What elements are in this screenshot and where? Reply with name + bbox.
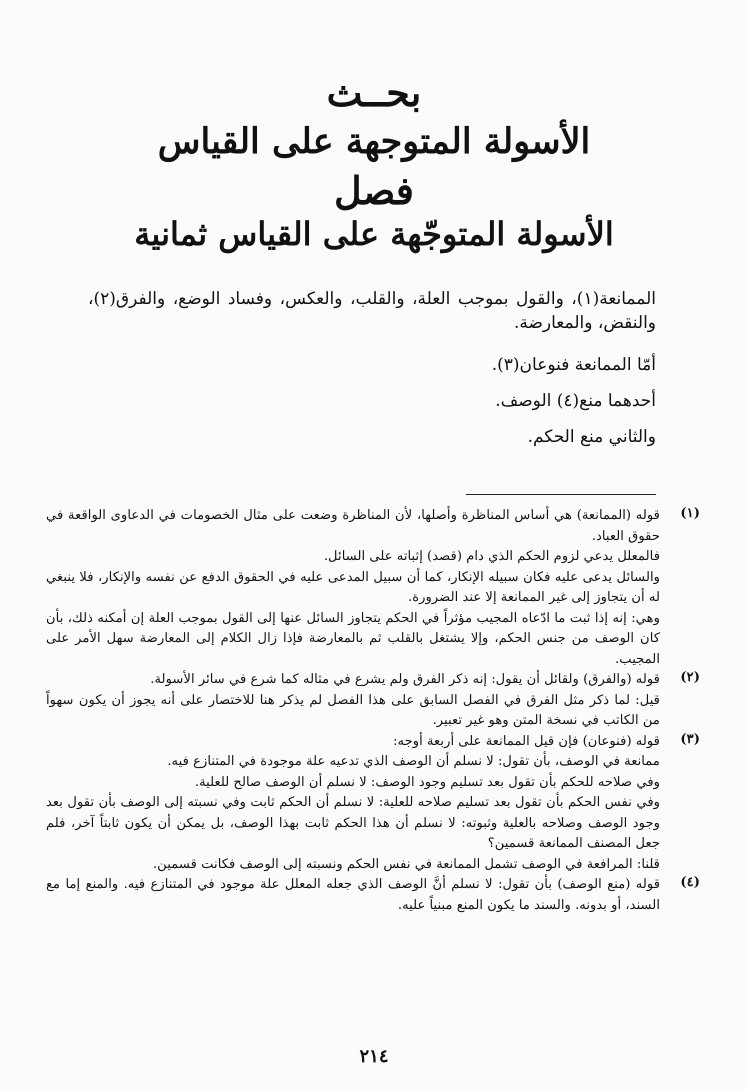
footnote-line: ممانعة في الوصف، بأن تقول: لا نسلم أن الوصف الذي تدعيه علة موجودة في المتنازع فيه.	[167, 754, 660, 769]
footnote-line: قوله (الممانعة) هي أساس المناظرة وأصلها، لأن المناظرة وضعت على مثال الخصومات في الدعاوى الواقعة في حقوق العباد.	[46, 508, 660, 544]
headings-block	[0, 70, 748, 268]
footnote-line: وفي نفس الحكم بأن تقول بعد تسليم صلاحه للعلية: لا نسلم أن الحكم ثابت وفي نسبته إلى الوصف بأن تقول بعد وجود الوصف وصلاحه بالعلية وثبوته: لا نسلم أن هذا الحكم ثابت بهذا الوصف، بل يمكن أن يكون ثابتاً آخر، فلم جعل المصنف الممانعة قسمين؟	[46, 795, 660, 851]
footnote-number: (٤)	[680, 875, 700, 890]
footnote-1	[46, 506, 700, 670]
footnote-line: قوله (منع الوصف) بأن تقول: لا نسلم أنَّ الوصف الذي جعله المعلل علة موجود في المتنازع فيه. والمنع إما مع السند، أو بدونه. والسند ما يكون المنع مبنياً عليه.	[46, 877, 660, 913]
body-paragraph-1: الممانعة(١)، والقول بموجب العلة، والقلب، والعكس، وفساد الوضع، والفرق(٢)، والنقض، والمعارضة.	[88, 289, 656, 333]
footnotes-block	[46, 506, 700, 916]
body-paragraph-2: أمّا الممانعة فنوعان(٣).	[491, 355, 656, 375]
footnote-line: فالمعلل يدعي لزوم الحكم الذي دام (قصد) إثباته على السائل.	[323, 549, 660, 564]
section-title: الأسولة المتوجهة على القياس	[157, 121, 591, 162]
footnote-number: (٣)	[680, 731, 700, 747]
footnote-line: قوله (فنوعان) فإن قيل الممانعة على أربعة أوجه:	[393, 733, 660, 749]
footnote-separator	[466, 494, 656, 495]
footnote-line: قيل: لما ذكر مثل الفرق في الفصل السابق على هذا الفصل لم يذكر هنا للاختصار على أنه يجوز أن يكون سهواً من الكاتب في نسخة المتن وهو غير تعبير.	[46, 692, 660, 728]
footnote-line: وهي: إنه إذا ثبت ما ادّعاه المجيب مؤثراً في الحكم يتجاوز السائل عنها إلى القول بموجب العلة إن أمكنه ذلك، بأن كان الوصف من جنس الحكم، وإلا يشتغل بالقلب ثم بالمعارضة فإذا زال الكلام إلى المعارضة سهل الأمر على المجيب.	[46, 610, 660, 667]
footnote-line: قوله (والفرق) ولقائل أن يقول: إنه ذكر الفرق ولم يشرع في مثاله كما شرع في سائر الأسولة.	[150, 672, 660, 687]
footnote-2	[46, 670, 700, 732]
footnote-number: (٢)	[680, 670, 700, 685]
body-paragraph-3: أحدهما منع(٤) الوصف.	[495, 391, 656, 411]
footnote-number: (١)	[680, 506, 700, 521]
footnote-4	[46, 875, 700, 916]
footnote-line: وفي صلاحه للحكم بأن تقول بعد تسليم وجود الوصف: لا نسلم أن الوصف صالح للعلية.	[194, 774, 660, 790]
section-heading-bahth: بحــث	[326, 70, 422, 115]
page-number: ٢١٤	[359, 1046, 389, 1067]
chapter-heading-fasl: فصل	[334, 168, 414, 213]
chapter-title: الأسولة المتوجّهة على القياس ثمانية	[134, 215, 614, 253]
body-paragraph-4: والثاني منع الحكم.	[527, 427, 656, 447]
footnote-3	[46, 732, 700, 876]
footnote-line: قلنا: المرافعة في الوصف تشمل الممانعة في نفس الحكم ونسبته إلى الوصف فكانت قسمين.	[152, 856, 660, 872]
footnote-line: والسائل يدعى عليه فكان سبيله الإنكار، كما أن سبيل المدعى عليه في الحقوق الدفع عن نفسه والإنكار، فلا ينبغي له أن يتجاوز إلى غير الممانعة إلا عند الضرورة.	[46, 569, 660, 605]
main-text	[88, 287, 656, 449]
